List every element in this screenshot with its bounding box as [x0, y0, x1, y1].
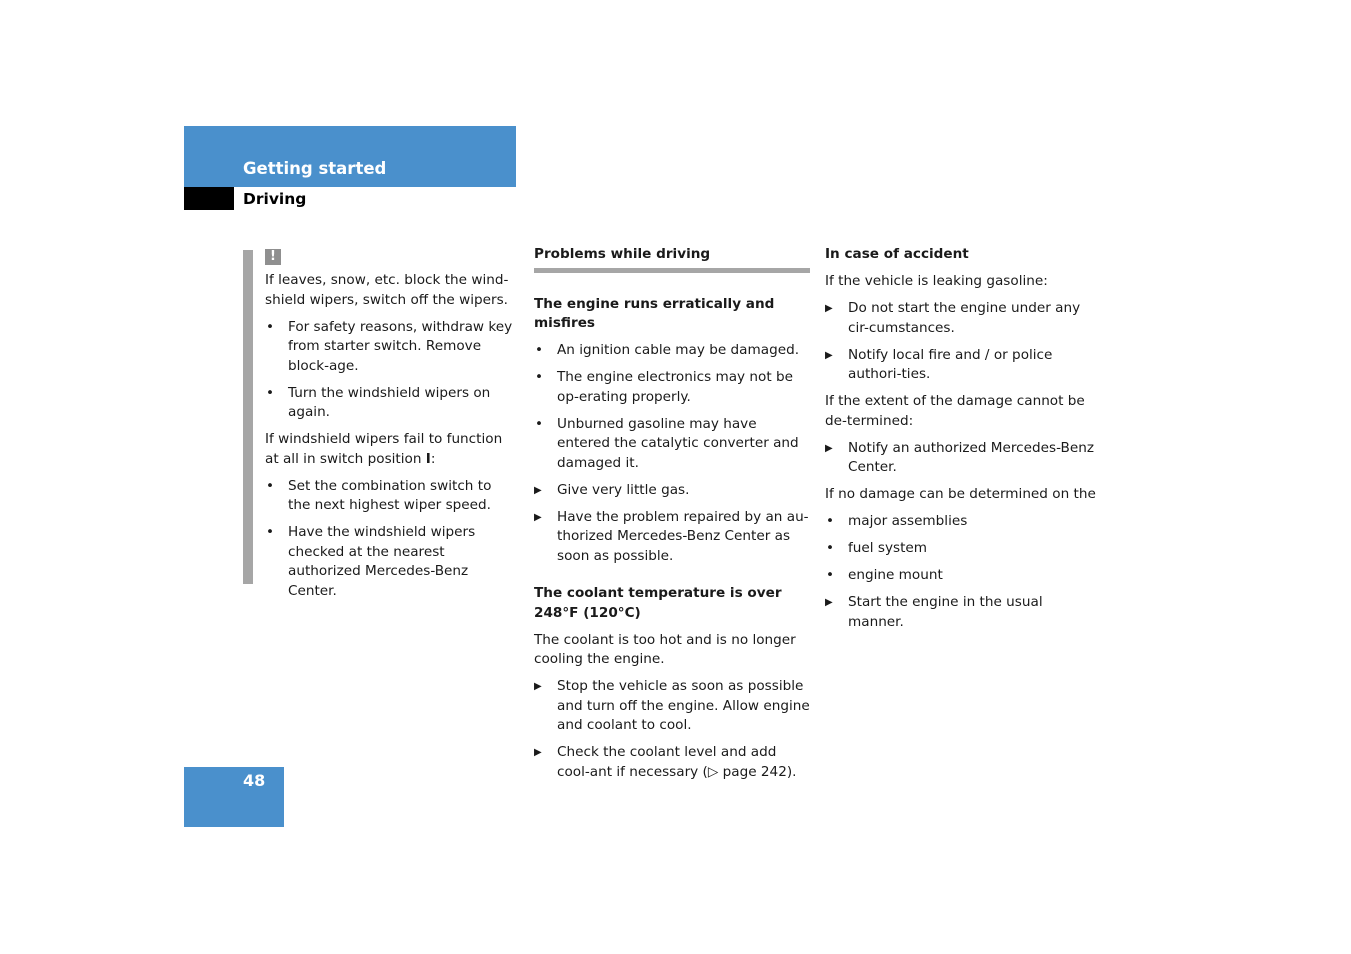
- coolant-text: The coolant is too hot and is no longer cooling the engine.: [534, 631, 796, 667]
- warning-bullets-2: [265, 477, 517, 602]
- coolant-actions: [534, 677, 810, 782]
- action-arrow-icon: ▶: [825, 303, 833, 314]
- action-arrow-icon: ▶: [825, 597, 833, 608]
- action-item: ▶ Do not start the engine under any cir-cumstances.: [825, 300, 1081, 336]
- page-reference-icon: ▷: [707, 763, 719, 780]
- action-item: ▶ Give very little gas.: [534, 481, 810, 501]
- bullet-icon: •: [535, 342, 544, 358]
- list-item: • Unburned gasoline may have entered the catalytic converter and damaged it.: [535, 415, 799, 471]
- action-arrow-icon: ▶: [534, 484, 542, 496]
- warning-icon: !: [265, 249, 281, 265]
- page-number: 48: [243, 771, 266, 790]
- section-marker-tab: [184, 187, 234, 210]
- action-item: ▶ Notify an authorized Mercedes-Benz Center.: [825, 439, 1094, 475]
- action-arrow-icon: ▶: [825, 349, 833, 361]
- list-item: • Set the combination switch to the next highest wiper speed.: [266, 477, 492, 513]
- problems-column: [534, 245, 810, 790]
- action-arrow-icon: ▶: [534, 511, 542, 523]
- bullet-icon: •: [266, 318, 275, 335]
- action-item: ▶ Stop the vehicle as soon as possible and turn off the engine. Allow engine and coolant to cool.: [534, 678, 810, 733]
- bullet-icon: •: [266, 384, 275, 401]
- accident-column: [825, 245, 1100, 640]
- action-arrow-icon: ▶: [534, 681, 542, 692]
- list-item: • The engine electronics may not be op-erating properly.: [535, 369, 793, 405]
- list-item: • Have the windshield wipers checked at the nearest authorized Mercedes-Benz Center.: [266, 524, 476, 599]
- engine-bullets: [534, 341, 810, 473]
- warning-sidebar: [243, 250, 253, 584]
- accident-heading: In case of accident: [825, 246, 969, 262]
- warning-box: [265, 245, 517, 609]
- no-damage-text: If no damage can be determined on the: [825, 486, 1096, 502]
- list-item: • major assemblies: [825, 512, 1100, 532]
- action-item: ▶ Check the coolant level and add cool-ant if necessary (▷ page 242).: [534, 744, 797, 780]
- problems-heading: Problems while driving: [534, 245, 810, 273]
- bullet-icon: •: [826, 567, 835, 583]
- list-item: • For safety reasons, withdraw key from starter switch. Remove block-age.: [266, 318, 513, 374]
- action-item: ▶ Have the problem repaired by an au-thorized Mercedes-Benz Center as soon as possible.: [534, 508, 809, 564]
- section-title: Getting started: [243, 159, 387, 178]
- engine-actions: [534, 481, 810, 567]
- warning-intro: If leaves, snow, etc. block the wind-shield wipers, switch off the wipers.: [265, 272, 509, 308]
- bullet-icon: •: [826, 540, 835, 556]
- engine-heading: The engine runs erratically and misfires: [534, 295, 775, 331]
- action-arrow-icon: ▶: [534, 747, 542, 758]
- subsection-title: Driving: [243, 190, 307, 208]
- no-damage-bullets: [825, 512, 1100, 586]
- action-arrow-icon: ▶: [825, 442, 833, 454]
- extent-text: If the extent of the damage cannot be de-termined:: [825, 393, 1085, 429]
- warning-bullets-1: [265, 318, 517, 423]
- final-actions: [825, 593, 1100, 632]
- bullet-icon: •: [535, 415, 544, 432]
- bullet-icon: •: [826, 513, 835, 529]
- list-item: • fuel system: [825, 539, 1100, 559]
- page-number-box: [184, 767, 284, 827]
- list-item: • engine mount: [825, 566, 1100, 586]
- leak-text: If the vehicle is leaking gasoline:: [825, 273, 1048, 289]
- extent-actions: [825, 439, 1100, 478]
- warning-para-2: If windshield wipers fail to function at all in switch position I:: [265, 431, 503, 467]
- coolant-heading: The coolant temperature is over 248°F (120°C): [534, 585, 782, 621]
- action-item: ▶ Notify local fire and / or police authori-ties.: [825, 346, 1053, 382]
- list-item: • An ignition cable may be damaged.: [534, 341, 810, 361]
- bullet-icon: •: [535, 369, 544, 385]
- bullet-icon: •: [266, 524, 275, 540]
- bullet-icon: •: [266, 477, 275, 494]
- list-item: • Turn the windshield wipers on again.: [266, 384, 491, 420]
- leak-actions: [825, 299, 1100, 385]
- action-item: ▶ Start the engine in the usual manner.: [825, 594, 1043, 630]
